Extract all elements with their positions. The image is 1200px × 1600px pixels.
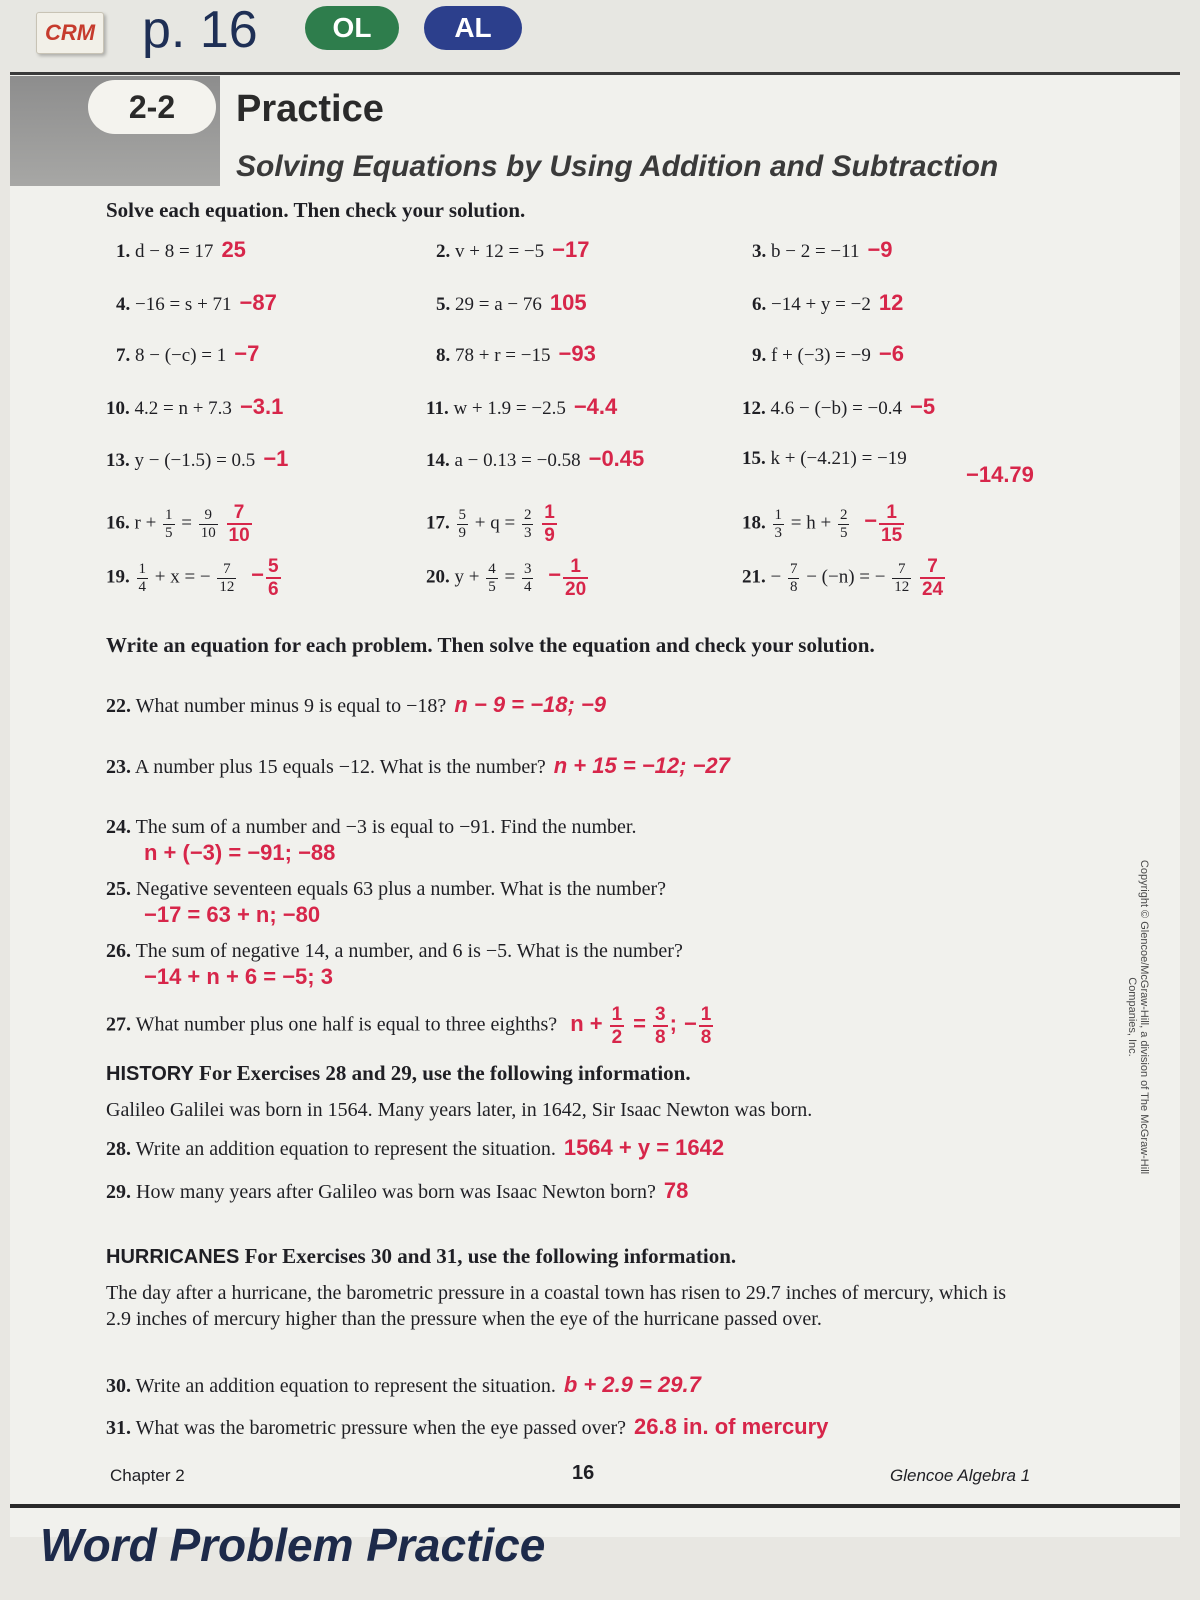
- history-info: Galileo Galilei was born in 1564. Many years later, in 1642, Sir Isaac Newton was born.: [106, 1099, 813, 1121]
- ol-badge: OL: [305, 6, 399, 50]
- problem-31: 31. What was the barometric pressure when the eye passed over? 26.8 in. of mercury: [106, 1414, 829, 1439]
- word-problem-26: 26. The sum of negative 14, a number, and 6 is −5. What is the number? −14 + n + 6 = −5; 3: [106, 940, 683, 989]
- problem-5: 5. 29 = a − 76 105: [436, 290, 587, 315]
- section-2-instructions: Write an equation for each problem. Then solve the equation and check your solution.: [106, 633, 875, 657]
- problem-7: 7. 8 − (−c) = 1 −7: [116, 341, 260, 366]
- footer-chapter: Chapter 2: [110, 1466, 185, 1485]
- word-problem-27: 27. What number plus one half is equal to three eighths? n + $\frac{1}{2}$ = $\frac{3}{8}$ ; − $\frac{1}{8}$: [106, 1004, 712, 1048]
- crm-logo: CRM: [36, 12, 104, 54]
- problem-3: 3. b − 2 = −11 −9: [752, 237, 893, 262]
- problem-1: 1. d − 8 = 17 25: [116, 237, 246, 262]
- copyright-notice: Copyright © Glencoe/McGraw-Hill, a division of The McGraw-Hill Companies, Inc.: [1126, 859, 1150, 1175]
- problem-8: 8. 78 + r = −15 −93: [436, 341, 596, 366]
- problem-6: 6. −14 + y = −2 12: [752, 290, 904, 315]
- word-problem-24: 24. The sum of a number and −3 is equal to −91. Find the number. n + (−3) = −91; −88: [106, 816, 637, 865]
- word-problem-23: 23. A number plus 15 equals −12. What is the number? n + 15 = −12; −27: [106, 753, 730, 778]
- page-bottom-rule: [10, 1504, 1180, 1508]
- problem-17: 17. $\frac{5}{9}$ + q = $\frac{2}{3}$ $\frac{1}{9}$: [426, 502, 555, 546]
- problem-13: 13. y − (−1.5) = 0.5 −1: [106, 446, 289, 471]
- next-page-banner: Word Problem Practice: [40, 1519, 546, 1571]
- problem-28: 28. Write an addition equation to represent the situation. 1564 + y = 1642: [106, 1135, 725, 1160]
- problem-19: 19. $\frac{1}{4}$ + x = − $\frac{7}{12}$ − $\frac{5}{6}$: [106, 556, 279, 600]
- problem-30: 30. Write an addition equation to represent the situation. b + 2.9 = 29.7: [106, 1372, 701, 1397]
- problem-15: 15. k + (−4.21) = −19: [742, 448, 907, 469]
- problem-18: 18. $\frac{1}{3}$ = h + $\frac{2}{5}$ − $\frac{1}{15}$: [742, 502, 903, 546]
- page-title: Practice: [236, 88, 384, 130]
- word-problem-22: 22. What number minus 9 is equal to −18? n − 9 = −18; −9: [106, 692, 606, 717]
- problem-21: 21. − $\frac{7}{8}$ − (−n) = − $\frac{7}{12}$ $\frac{7}{24}$: [742, 556, 944, 600]
- problem-11: 11. w + 1.9 = −2.5 −4.4: [426, 394, 618, 419]
- page-reference: p. 16: [142, 1, 258, 59]
- problem-4: 4. −16 = s + 71 −87: [116, 290, 277, 315]
- problem-12: 12. 4.6 − (−b) = −0.4 −5: [742, 394, 936, 419]
- problem-15-answer: −14.79: [966, 462, 1034, 487]
- problem-20: 20. y + $\frac{4}{5}$ = $\frac{3}{4}$ − $\frac{1}{20}$: [426, 556, 587, 600]
- al-badge: AL: [424, 6, 522, 50]
- footer-book-title: Glencoe Algebra 1: [890, 1466, 1031, 1485]
- problem-14: 14. a − 0.13 = −0.58 −0.45: [426, 446, 645, 471]
- footer-page-number: 16: [572, 1462, 595, 1484]
- problem-10: 10. 4.2 = n + 7.3 −3.1: [106, 394, 284, 419]
- lesson-number: 2-2: [88, 80, 216, 134]
- hurricanes-heading: HURRICANES For Exercises 30 and 31, use the following information.: [106, 1244, 737, 1268]
- hurricanes-info: The day after a hurricane, the barometric pressure in a coastal town has risen to 29.7 inches of mercury, which is 2.9 inches of mercury higher than the pressure when the eye of the hurricane passed over.: [106, 1282, 1007, 1330]
- problem-29: 29. How many years after Galileo was born was Isaac Newton born? 78: [106, 1178, 689, 1203]
- lesson-subtitle: Solving Equations by Using Addition and Subtraction: [236, 150, 999, 183]
- problem-2: 2. v + 12 = −5 −17: [436, 237, 590, 262]
- problem-16: 16. r + $\frac{1}{5}$ = $\frac{9}{10}$ $\frac{7}{10}$: [106, 502, 250, 546]
- history-heading: HISTORY For Exercises 28 and 29, use the following information.: [106, 1061, 691, 1085]
- word-problem-25: 25. Negative seventeen equals 63 plus a number. What is the number? −17 = 63 + n; −80: [106, 878, 667, 927]
- problem-9: 9. f + (−3) = −9 −6: [752, 341, 904, 366]
- instructions: Solve each equation. Then check your solution.: [106, 198, 526, 222]
